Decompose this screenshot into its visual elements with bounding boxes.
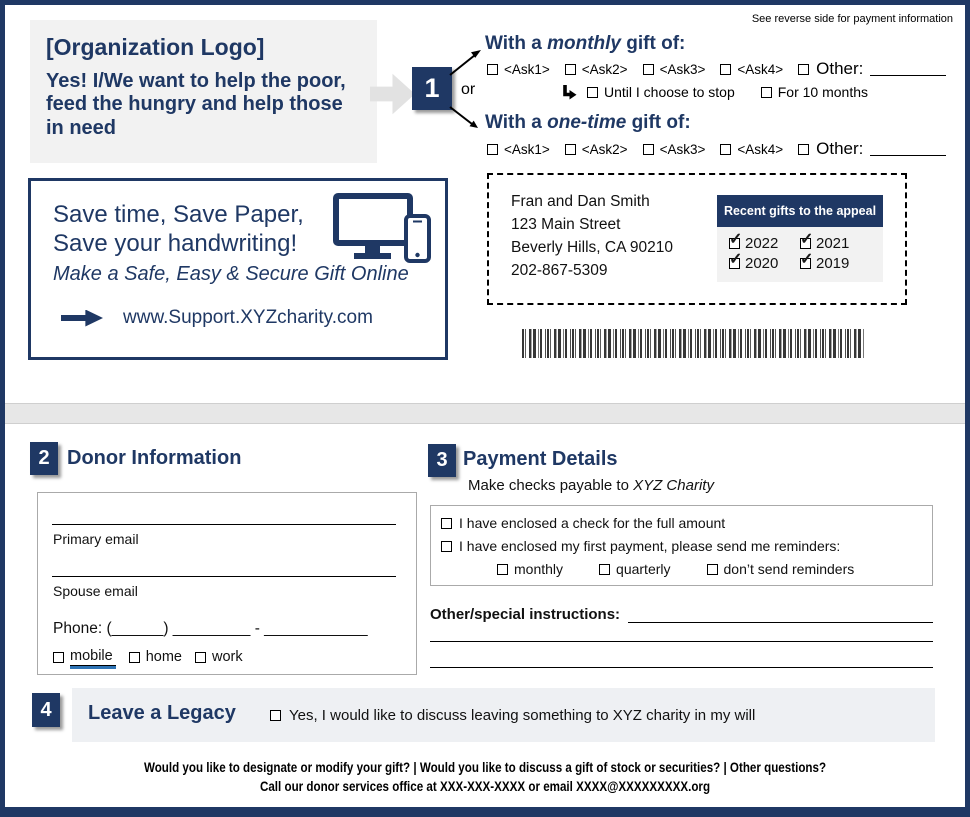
addressee-block: [511, 191, 673, 283]
year-label: 2019: [816, 255, 850, 272]
checkbox-icon[interactable]: [587, 87, 598, 98]
addressee-phone: 202-867-5309: [511, 261, 608, 279]
ask-option[interactable]: [565, 142, 628, 157]
checkbox-icon[interactable]: [487, 144, 498, 155]
phone-type-label: mobile: [70, 648, 116, 666]
barcode: [522, 329, 864, 358]
checkbox-icon[interactable]: [195, 652, 206, 663]
ask-option[interactable]: [643, 142, 706, 157]
year-label: 2020: [745, 255, 779, 272]
enclosed-full-option[interactable]: [441, 515, 725, 531]
duration-option[interactable]: [761, 84, 868, 100]
other-label: Other:: [816, 139, 864, 158]
phone-label: Phone:: [53, 620, 103, 637]
phone-field[interactable]: [53, 620, 368, 638]
legacy-title: Leave a Legacy: [88, 702, 236, 724]
checkbox-icon[interactable]: [798, 144, 809, 155]
legacy-option-label: Yes, I would like to discuss leaving something to XYZ charity in my will: [289, 707, 756, 724]
legacy-option[interactable]: [270, 707, 755, 724]
checkbox-icon[interactable]: [565, 64, 576, 75]
duration-option[interactable]: [587, 84, 735, 100]
phone-blank[interactable]: (______) _________ - ____________: [106, 620, 368, 637]
gift-year: [729, 255, 800, 272]
step-2-badge: 2: [30, 442, 58, 475]
other-amount-option[interactable]: [798, 139, 946, 159]
phone-type-label: work: [212, 649, 243, 665]
phone-type-mobile[interactable]: [53, 648, 116, 666]
checkbox-icon[interactable]: [441, 518, 452, 529]
recent-gifts-table: [717, 195, 883, 282]
promo-line-1: Save time, Save Paper,: [53, 201, 304, 228]
duration-label: For 10 months: [777, 84, 869, 100]
phone-type-home[interactable]: [129, 649, 182, 665]
payable-name: XYZ Charity: [633, 477, 714, 494]
organization-logo-placeholder: [Organization Logo]: [46, 34, 265, 60]
primary-email-label: Primary email: [53, 531, 139, 547]
step-3-badge: 3: [428, 444, 456, 477]
ask-label: <Ask1>: [504, 61, 550, 77]
option-label: I have enclosed my first payment, please send me reminders:: [459, 538, 841, 554]
reminder-frequency-row: [431, 561, 932, 577]
spouse-email-blank[interactable]: [52, 576, 396, 577]
checkbox-icon[interactable]: [761, 87, 772, 98]
special-instructions-blank[interactable]: [628, 608, 933, 623]
checked-checkbox-icon: [800, 258, 811, 269]
checkbox-icon[interactable]: [643, 64, 654, 75]
addressee-panel: [487, 173, 907, 305]
checkbox-icon[interactable]: [643, 144, 654, 155]
payable-prefix: Make checks payable to: [468, 477, 634, 494]
or-label: or: [461, 81, 476, 98]
heading-suffix: gift of:: [621, 33, 686, 54]
legacy-panel: [72, 688, 935, 742]
ask-label: <Ask4>: [737, 141, 784, 157]
payment-options-panel: [430, 505, 933, 586]
reminder-quarterly[interactable]: [599, 561, 670, 577]
computer-phone-icon: [333, 193, 433, 263]
other-amount-blank[interactable]: [870, 142, 946, 156]
ask-label: <Ask3>: [659, 61, 706, 77]
right-arrow-icon: [61, 310, 103, 327]
checkbox-icon[interactable]: [270, 710, 281, 721]
ask-option[interactable]: [487, 142, 550, 157]
enclosed-first-option[interactable]: [441, 538, 840, 554]
addressee-city: Beverly Hills, CA 90210: [511, 238, 673, 256]
heading-prefix: With a: [485, 33, 548, 54]
onetime-gift-heading: [485, 112, 691, 134]
checked-checkbox-icon: [800, 238, 811, 249]
step-1-badge: 1: [412, 67, 452, 110]
footer-contact-line: Call our donor services office at XXX-XXX-XXXX or email XXXX@XXXXXXXXX.org: [259, 779, 711, 794]
monthly-gift-heading: [485, 33, 685, 55]
checkbox-icon[interactable]: [707, 564, 718, 575]
other-label: Other:: [816, 59, 864, 78]
heading-emphasis: monthly: [547, 33, 621, 54]
give-online-panel: [28, 178, 448, 360]
make-checks-payable-note: [468, 477, 714, 494]
ask-label: <Ask3>: [659, 141, 706, 157]
section-divider: [5, 403, 965, 424]
phone-type-work[interactable]: [195, 649, 243, 665]
addressee-street: 123 Main Street: [511, 215, 621, 233]
special-instructions-field: [430, 606, 933, 623]
heading-prefix: With a: [485, 112, 548, 133]
checkbox-icon[interactable]: [720, 144, 731, 155]
phone-type-label: home: [145, 649, 182, 665]
ask-option[interactable]: [720, 62, 783, 77]
duration-label: Until I choose to stop: [604, 84, 735, 100]
ask-option[interactable]: [487, 62, 550, 77]
promo-line-2: Save your handwriting!: [53, 230, 298, 257]
recent-gifts-header: Recent gifts to the appeal: [717, 195, 883, 227]
special-instructions-label: Other/special instructions:: [430, 606, 621, 623]
donor-information-title: Donor Information: [67, 447, 242, 469]
checkbox-icon[interactable]: [497, 564, 508, 575]
special-instructions-blank[interactable]: [430, 667, 933, 668]
checked-checkbox-icon: [729, 258, 740, 269]
checked-checkbox-icon: [729, 238, 740, 249]
ask-label: <Ask4>: [737, 61, 784, 77]
return-arrow-icon: [562, 85, 577, 100]
checkbox-icon[interactable]: [720, 64, 731, 75]
donation-url[interactable]: www.Support.XYZcharity.com: [123, 307, 373, 328]
spouse-email-label: Spouse email: [53, 583, 138, 599]
other-amount-option[interactable]: [798, 59, 946, 79]
ask-option[interactable]: [643, 62, 706, 77]
checkbox-icon[interactable]: [441, 541, 452, 552]
reverse-side-note: See reverse side for payment information: [751, 13, 953, 25]
monthly-ask-row: [487, 59, 946, 79]
heading-emphasis: one-time: [547, 112, 627, 133]
reminder-none[interactable]: [707, 561, 855, 577]
reminder-label: monthly: [514, 561, 564, 577]
monthly-duration-row: [562, 84, 868, 100]
other-amount-blank[interactable]: [870, 62, 946, 76]
checkbox-icon[interactable]: [129, 652, 140, 663]
gift-year: [800, 255, 871, 272]
reminder-label: quarterly: [616, 561, 671, 577]
special-instructions-blank[interactable]: [430, 641, 933, 642]
year-label: 2021: [816, 235, 850, 252]
promo-tagline: Make a Safe, Easy & Secure Gift Online: [53, 263, 409, 285]
ask-option[interactable]: [565, 62, 628, 77]
onetime-ask-row: [487, 139, 946, 159]
ask-label: <Ask1>: [504, 141, 550, 157]
reminder-monthly[interactable]: [497, 561, 563, 577]
logo-appeal-panel: [30, 20, 377, 163]
checkbox-icon[interactable]: [798, 64, 809, 75]
option-label: I have enclosed a check for the full amount: [459, 515, 726, 531]
ask-label: <Ask2>: [581, 141, 628, 157]
year-label: 2022: [745, 235, 779, 252]
phone-type-row: [53, 648, 243, 666]
checkbox-icon[interactable]: [565, 144, 576, 155]
checkbox-icon[interactable]: [599, 564, 610, 575]
ask-label: <Ask2>: [581, 61, 628, 77]
heading-suffix: gift of:: [626, 112, 691, 133]
addressee-name: Fran and Dan Smith: [511, 193, 650, 210]
checkbox-icon[interactable]: [53, 652, 64, 663]
checkbox-icon[interactable]: [487, 64, 498, 75]
step-4-badge: 4: [32, 693, 60, 727]
reminder-label: don’t send reminders: [723, 561, 855, 577]
donor-information-panel: [37, 492, 417, 675]
payment-details-title: Payment Details: [463, 448, 618, 470]
ask-option[interactable]: [720, 142, 783, 157]
footer-questions-line: Would you like to designate or modify your gift? | Would you like to discuss a gift of stock or securities? | Other questions?: [143, 760, 827, 775]
appeal-statement: Yes! I/We want to help the poor, feed the hungry and help those in need: [46, 70, 346, 139]
primary-email-blank[interactable]: [52, 524, 396, 525]
